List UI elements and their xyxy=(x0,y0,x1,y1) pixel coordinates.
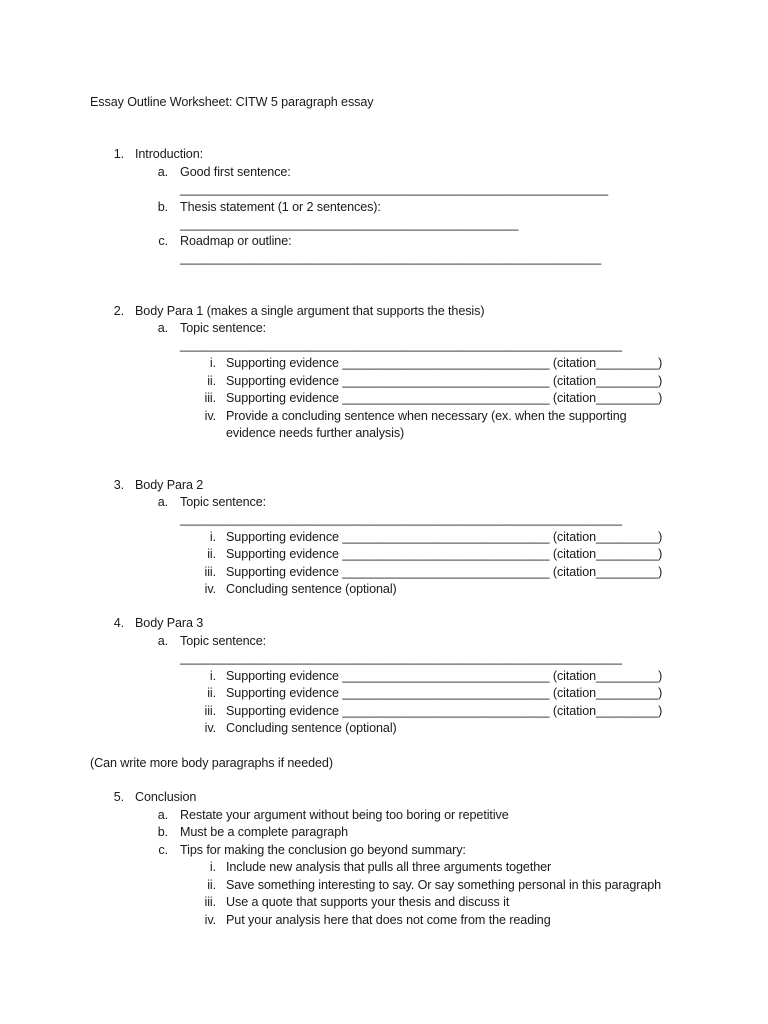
page-title: Essay Outline Worksheet: CITW 5 paragraph essay xyxy=(90,95,374,109)
section-heading: Conclusion xyxy=(135,790,197,804)
roman-numeral: iv. xyxy=(204,721,216,735)
answer-line[interactable]: ______________________________________________________________ xyxy=(180,182,609,196)
item-letter: a. xyxy=(157,808,168,822)
section-number: 5. xyxy=(113,790,124,804)
roman-numeral: ii. xyxy=(207,686,216,700)
section-number: 1. xyxy=(113,147,124,161)
roman-numeral: iv. xyxy=(204,409,216,423)
evidence-line[interactable]: Supporting evidence ______________________________ (citation_________) xyxy=(226,391,663,405)
item-text: Roadmap or outline: xyxy=(180,234,292,248)
section-heading: Body Para 3 xyxy=(135,616,204,630)
evidence-line[interactable]: Supporting evidence ______________________________ (citation_________) xyxy=(226,547,663,561)
item-text: Tips for making the conclusion go beyond summary: xyxy=(180,843,466,857)
answer-line[interactable]: _________________________________________________ xyxy=(180,217,519,231)
answer-line[interactable]: ________________________________________________________________ xyxy=(180,512,622,526)
roman-numeral: ii. xyxy=(207,374,216,388)
roman-numeral: i. xyxy=(209,356,216,370)
item-letter: a. xyxy=(157,165,168,179)
answer-line[interactable]: ________________________________________________________________ xyxy=(180,651,622,665)
roman-numeral: iii. xyxy=(204,565,216,579)
item-text: Save something interesting to say. Or say something personal in this paragraph xyxy=(226,878,662,892)
item-text: Concluding sentence (optional) xyxy=(226,582,397,596)
answer-line[interactable]: ________________________________________________________________ xyxy=(180,338,622,352)
roman-numeral: i. xyxy=(209,669,216,683)
evidence-line[interactable]: Supporting evidence ______________________________ (citation_________) xyxy=(226,686,663,700)
body-paragraph-note: (Can write more body paragraphs if needed) xyxy=(90,756,333,770)
item-letter: c. xyxy=(158,843,168,857)
roman-numeral: i. xyxy=(209,860,216,874)
item-text: Good first sentence: xyxy=(180,165,291,179)
item-letter: a. xyxy=(157,634,168,648)
item-text: Thesis statement (1 or 2 sentences): xyxy=(180,200,381,214)
section-number: 2. xyxy=(113,304,124,318)
roman-numeral: iv. xyxy=(204,913,216,927)
section-number: 3. xyxy=(113,478,124,492)
item-text: Use a quote that supports your thesis and discuss it xyxy=(226,895,510,909)
section-heading: Introduction: xyxy=(135,147,204,161)
item-text: Topic sentence: xyxy=(180,634,267,648)
item-text: Topic sentence: xyxy=(180,321,267,335)
section-number: 4. xyxy=(113,616,124,630)
item-letter: c. xyxy=(158,234,168,248)
evidence-line[interactable]: Supporting evidence ______________________________ (citation_________) xyxy=(226,356,663,370)
item-text: Put your analysis here that does not come from the reading xyxy=(226,913,551,927)
answer-line[interactable]: _____________________________________________________________ xyxy=(180,251,602,265)
roman-numeral: ii. xyxy=(207,547,216,561)
roman-numeral: iii. xyxy=(204,704,216,718)
roman-numeral: iii. xyxy=(204,391,216,405)
evidence-line[interactable]: Supporting evidence ______________________________ (citation_________) xyxy=(226,374,663,388)
section-heading: Body Para 2 xyxy=(135,478,204,492)
roman-numeral: i. xyxy=(209,530,216,544)
evidence-line[interactable]: Supporting evidence ______________________________ (citation_________) xyxy=(226,565,663,579)
item-text: Must be a complete paragraph xyxy=(180,825,349,839)
item-letter: a. xyxy=(157,495,168,509)
item-letter: b. xyxy=(157,825,168,839)
evidence-line[interactable]: Supporting evidence ______________________________ (citation_________) xyxy=(226,704,663,718)
roman-numeral: iv. xyxy=(204,582,216,596)
section-heading: Body Para 1 (makes a single argument that supports the thesis) xyxy=(135,304,485,318)
item-text: Provide a concluding sentence when necessary (ex. when the supporting xyxy=(226,409,627,423)
item-text: Concluding sentence (optional) xyxy=(226,721,397,735)
item-letter: a. xyxy=(157,321,168,335)
item-letter: b. xyxy=(157,200,168,214)
roman-numeral: iii. xyxy=(204,895,216,909)
roman-numeral: ii. xyxy=(207,878,216,892)
item-text: Include new analysis that pulls all three arguments together xyxy=(226,860,552,874)
evidence-line[interactable]: Supporting evidence ______________________________ (citation_________) xyxy=(226,669,663,683)
item-text-continued: evidence needs further analysis) xyxy=(226,426,405,440)
item-text: Restate your argument without being too boring or repetitive xyxy=(180,808,509,822)
evidence-line[interactable]: Supporting evidence ______________________________ (citation_________) xyxy=(226,530,663,544)
item-text: Topic sentence: xyxy=(180,495,267,509)
